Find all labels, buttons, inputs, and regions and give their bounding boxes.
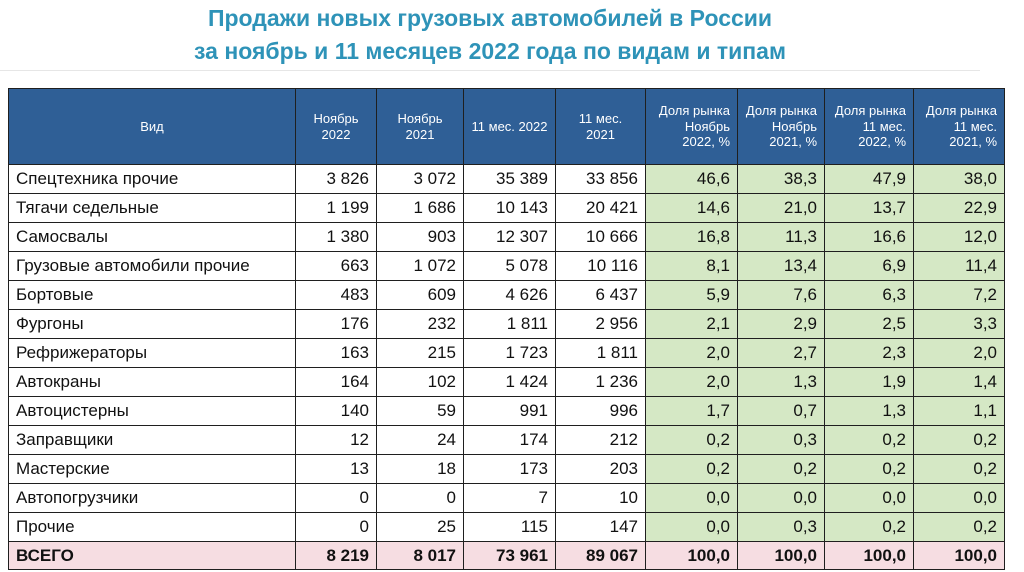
table-cell: 174 <box>464 426 556 455</box>
table-cell: 0,0 <box>825 484 914 513</box>
table-cell: 100,0 <box>914 542 1005 570</box>
table-cell: 173 <box>464 455 556 484</box>
table-cell: 16,8 <box>646 223 738 252</box>
table-cell: 38,0 <box>914 165 1005 194</box>
col-header-11m-2021: 11 мес. 2021 <box>556 89 646 165</box>
table-cell: 4 626 <box>464 281 556 310</box>
table-row <box>9 281 1005 310</box>
table-cell: 6,9 <box>825 252 914 281</box>
table-row <box>9 397 1005 426</box>
table-cell: 102 <box>377 368 464 397</box>
table-cell: 2,0 <box>646 339 738 368</box>
title-line-2: за ноябрь и 11 месяцев 2022 года по видам и типам <box>194 38 786 64</box>
table-cell: 10 666 <box>556 223 646 252</box>
table-cell: 59 <box>377 397 464 426</box>
col-header-11m-2022: 11 мес. 2022 <box>464 89 556 165</box>
table-cell: 7,2 <box>914 281 1005 310</box>
table-cell: 996 <box>556 397 646 426</box>
table-cell: 0,3 <box>738 513 825 542</box>
table-cell: 10 143 <box>464 194 556 223</box>
table-cell: 5 078 <box>464 252 556 281</box>
row-label: Автопогрузчики <box>9 484 296 513</box>
table-row <box>9 368 1005 397</box>
table-cell: 12,0 <box>914 223 1005 252</box>
table-body <box>9 165 1005 570</box>
row-label: Тягачи седельные <box>9 194 296 223</box>
table-row <box>9 194 1005 223</box>
table-cell: 2,5 <box>825 310 914 339</box>
table-cell: 18 <box>377 455 464 484</box>
table-row <box>9 165 1005 194</box>
table-cell: 3 072 <box>377 165 464 194</box>
table-cell: 0 <box>296 513 377 542</box>
table-cell: 1,7 <box>646 397 738 426</box>
total-label: ВСЕГО <box>9 542 296 570</box>
table-cell: 13,7 <box>825 194 914 223</box>
table-cell: 0,2 <box>825 426 914 455</box>
table-cell: 1 686 <box>377 194 464 223</box>
table-cell: 20 421 <box>556 194 646 223</box>
title-divider <box>0 70 980 71</box>
row-label: Рефрижераторы <box>9 339 296 368</box>
table-cell: 0,0 <box>914 484 1005 513</box>
table-cell: 140 <box>296 397 377 426</box>
col-header-share-nov-2021: Доля рынка Ноябрь 2021, % <box>738 89 825 165</box>
table-cell: 1 380 <box>296 223 377 252</box>
table-cell: 10 116 <box>556 252 646 281</box>
table-cell: 164 <box>296 368 377 397</box>
table-row <box>9 426 1005 455</box>
table-cell: 13 <box>296 455 377 484</box>
table-cell: 1,3 <box>738 368 825 397</box>
table-cell: 903 <box>377 223 464 252</box>
table-cell: 2,0 <box>914 339 1005 368</box>
table-cell: 13,4 <box>738 252 825 281</box>
table-cell: 663 <box>296 252 377 281</box>
table-cell: 1,9 <box>825 368 914 397</box>
col-header-share-nov-2022: Доля рынка Ноябрь 2022, % <box>646 89 738 165</box>
table-cell: 1 199 <box>296 194 377 223</box>
table-cell: 2,9 <box>738 310 825 339</box>
table-cell: 1,1 <box>914 397 1005 426</box>
table-row <box>9 339 1005 368</box>
table-cell: 1,4 <box>914 368 1005 397</box>
row-label: Фургоны <box>9 310 296 339</box>
table-cell: 2,0 <box>646 368 738 397</box>
table-cell: 0,0 <box>646 513 738 542</box>
table-cell: 100,0 <box>646 542 738 570</box>
table-cell: 2,3 <box>825 339 914 368</box>
row-label: Бортовые <box>9 281 296 310</box>
table-cell: 47,9 <box>825 165 914 194</box>
table-cell: 203 <box>556 455 646 484</box>
table-cell: 12 <box>296 426 377 455</box>
sales-table <box>8 88 1005 570</box>
table-cell: 1,3 <box>825 397 914 426</box>
table-cell: 35 389 <box>464 165 556 194</box>
table-cell: 8 017 <box>377 542 464 570</box>
table-cell: 483 <box>296 281 377 310</box>
chart-title <box>0 2 980 68</box>
col-header-nov-2022: Ноябрь 2022 <box>296 89 377 165</box>
table-cell: 1 723 <box>464 339 556 368</box>
table-row <box>9 484 1005 513</box>
table-cell: 46,6 <box>646 165 738 194</box>
table-cell: 8 219 <box>296 542 377 570</box>
table-cell: 0,2 <box>914 455 1005 484</box>
table-cell: 0,2 <box>914 513 1005 542</box>
table-cell: 0,2 <box>825 455 914 484</box>
table-cell: 5,9 <box>646 281 738 310</box>
table-cell: 0 <box>296 484 377 513</box>
table-cell: 8,1 <box>646 252 738 281</box>
table-cell: 100,0 <box>825 542 914 570</box>
table-cell: 11,4 <box>914 252 1005 281</box>
table-cell: 0 <box>377 484 464 513</box>
table-cell: 176 <box>296 310 377 339</box>
table-cell: 16,6 <box>825 223 914 252</box>
table-cell: 1 236 <box>556 368 646 397</box>
row-label: Грузовые автомобили прочие <box>9 252 296 281</box>
table-cell: 1 072 <box>377 252 464 281</box>
table-cell: 991 <box>464 397 556 426</box>
table-cell: 89 067 <box>556 542 646 570</box>
table-cell: 2 956 <box>556 310 646 339</box>
table-cell: 2,7 <box>738 339 825 368</box>
table-cell: 0,3 <box>738 426 825 455</box>
table-cell: 1 424 <box>464 368 556 397</box>
table-cell: 7 <box>464 484 556 513</box>
table-cell: 14,6 <box>646 194 738 223</box>
table-cell: 12 307 <box>464 223 556 252</box>
table-cell: 100,0 <box>738 542 825 570</box>
table-cell: 33 856 <box>556 165 646 194</box>
table-cell: 0,2 <box>646 426 738 455</box>
table-row <box>9 513 1005 542</box>
row-label: Прочие <box>9 513 296 542</box>
col-header-share-11m-2021: Доля рынка 11 мес. 2021, % <box>914 89 1005 165</box>
table-cell: 3 826 <box>296 165 377 194</box>
table-cell: 11,3 <box>738 223 825 252</box>
table-cell: 115 <box>464 513 556 542</box>
table-cell: 232 <box>377 310 464 339</box>
table-cell: 6,3 <box>825 281 914 310</box>
table-cell: 0,0 <box>646 484 738 513</box>
table-cell: 10 <box>556 484 646 513</box>
row-label: Заправщики <box>9 426 296 455</box>
title-line-1: Продажи новых грузовых автомобилей в России <box>207 5 773 31</box>
table-cell: 3,3 <box>914 310 1005 339</box>
table-cell: 2,1 <box>646 310 738 339</box>
table-row <box>9 310 1005 339</box>
row-label: Спецтехника прочие <box>9 165 296 194</box>
table-cell: 1 811 <box>464 310 556 339</box>
table-cell: 0,2 <box>738 455 825 484</box>
table-cell: 0,2 <box>914 426 1005 455</box>
table-cell: 163 <box>296 339 377 368</box>
table-cell: 0,7 <box>738 397 825 426</box>
table-row <box>9 223 1005 252</box>
table-row <box>9 455 1005 484</box>
table-cell: 0,0 <box>738 484 825 513</box>
row-label: Самосвалы <box>9 223 296 252</box>
table-cell: 25 <box>377 513 464 542</box>
row-label: Мастерские <box>9 455 296 484</box>
row-label: Автоцистерны <box>9 397 296 426</box>
col-header-nov-2021: Ноябрь 2021 <box>377 89 464 165</box>
row-label: Автокраны <box>9 368 296 397</box>
table-cell: 1 811 <box>556 339 646 368</box>
table-cell: 147 <box>556 513 646 542</box>
table-cell: 212 <box>556 426 646 455</box>
table-cell: 0,2 <box>825 513 914 542</box>
table-row <box>9 252 1005 281</box>
table-cell: 609 <box>377 281 464 310</box>
table-cell: 6 437 <box>556 281 646 310</box>
table-cell: 24 <box>377 426 464 455</box>
table-cell: 38,3 <box>738 165 825 194</box>
col-header-share-11m-2022: Доля рынка 11 мес. 2022, % <box>825 89 914 165</box>
table-cell: 21,0 <box>738 194 825 223</box>
table-cell: 22,9 <box>914 194 1005 223</box>
total-row <box>9 542 1005 570</box>
col-header-type: Вид <box>9 89 296 165</box>
table-cell: 7,6 <box>738 281 825 310</box>
table-cell: 0,2 <box>646 455 738 484</box>
table-cell: 73 961 <box>464 542 556 570</box>
table-cell: 215 <box>377 339 464 368</box>
